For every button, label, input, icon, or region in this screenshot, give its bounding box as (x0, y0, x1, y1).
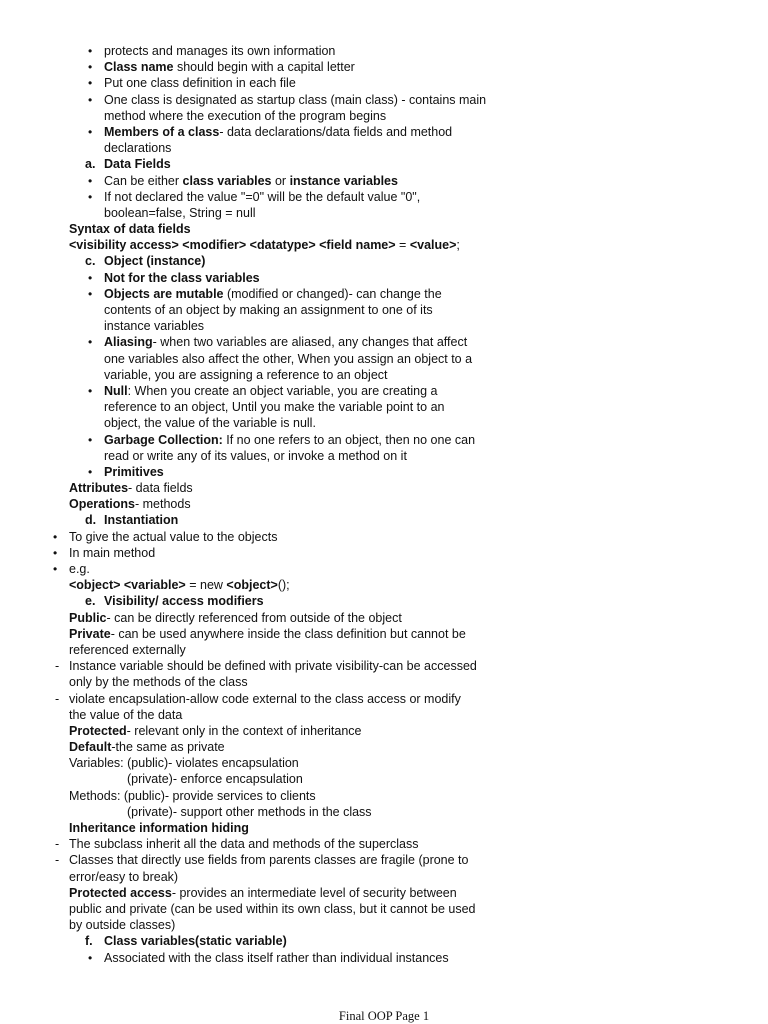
text-line (0, 577, 768, 593)
line-text (69, 480, 193, 496)
line-text (69, 674, 248, 690)
line-text (104, 270, 260, 286)
bullet-icon (88, 43, 92, 59)
line-text (69, 529, 277, 545)
bullet-icon (88, 334, 92, 350)
bold-text: Operations (69, 497, 135, 512)
lettered-heading (0, 156, 768, 172)
bold-text: class variables (182, 173, 272, 188)
plain-text: One class is designated as startup class (main class) - contains main (104, 92, 487, 107)
plain-text: violate encapsulation-allow code external to the class access or modify (69, 691, 461, 706)
bold-text: Inheritance information hiding (69, 821, 249, 835)
line-text (69, 691, 461, 707)
line-text (104, 286, 442, 302)
plain-text: -the same as private (111, 740, 225, 755)
line-text (104, 205, 256, 221)
dash-item (0, 658, 768, 674)
line-text (69, 707, 182, 723)
plain-text: - methods (135, 497, 191, 512)
line-text (69, 496, 191, 512)
line-text (104, 59, 355, 75)
bold-text: Object (instance) (104, 254, 206, 269)
line-text (104, 448, 407, 464)
bullet-item (0, 545, 768, 561)
plain-text: The subclass inherit all the data and methods of the superclass (69, 837, 419, 852)
line-text (104, 302, 433, 318)
text-line (0, 237, 768, 253)
line-text (104, 383, 438, 399)
line-text (104, 253, 205, 269)
bullet-icon (88, 59, 92, 75)
line-text (69, 739, 225, 755)
line-text (69, 237, 460, 253)
line-text (104, 334, 467, 350)
line-text (69, 658, 477, 674)
bullet-icon (88, 189, 92, 205)
line-text (104, 950, 449, 966)
bullet-icon (88, 286, 92, 302)
dash-item (0, 836, 768, 852)
plain-text: protects and manages its own information (104, 44, 336, 58)
bullet-item (0, 43, 768, 59)
line-text (69, 869, 178, 885)
plain-text: reference to an object, Until you make the variable point to an (104, 400, 445, 415)
plain-text: object, the value of the variable is null. (104, 416, 316, 431)
bold-text: Members of a class (104, 124, 220, 139)
line-text (104, 933, 287, 949)
line-text (104, 415, 316, 431)
text-line (0, 901, 768, 917)
continuation-line (0, 399, 768, 415)
bullet-icon (53, 561, 57, 577)
text-line (0, 739, 768, 755)
bold-text: Data Fields (104, 157, 171, 172)
page-footer: Final OOP Page 1 (338, 1009, 430, 1023)
line-text (69, 221, 191, 237)
plain-text: boolean=false, String = null (104, 205, 256, 220)
plain-text: or (271, 173, 290, 188)
line-text (69, 901, 476, 917)
bullet-icon (88, 432, 92, 448)
line-text (69, 820, 249, 836)
dash-icon: - (55, 691, 60, 706)
lettered-heading (0, 512, 768, 528)
text-line (0, 804, 768, 820)
line-text (69, 788, 316, 804)
line-text (104, 351, 472, 367)
bold-text: <visibility access> <modifier> <datatype> <field name> (69, 238, 396, 253)
line-text (69, 723, 362, 739)
text-line (0, 221, 768, 237)
plain-text: (modified or changed)- can change the (223, 286, 442, 301)
plain-text: Instance variable should be defined with private visibility-can be accessed (69, 659, 477, 674)
bullet-item (0, 173, 768, 189)
document-body (0, 43, 768, 966)
line-text (69, 561, 90, 577)
plain-text: Classes that directly use fields from parents classes are fragile (prone to (69, 853, 469, 868)
plain-text: (private)- support other methods in the class (127, 804, 372, 819)
bold-text: Attributes (69, 481, 129, 496)
lettered-heading (0, 933, 768, 949)
continuation-line (0, 140, 768, 156)
plain-text: - when two variables are aliased, any changes that affect (152, 335, 468, 350)
plain-text: Methods: (public)- provide services to clients (69, 788, 316, 803)
text-line (0, 788, 768, 804)
plain-text: - data declarations/data fields and method (219, 124, 453, 139)
continuation-line (0, 707, 768, 723)
line-text (104, 593, 264, 609)
bullet-icon (53, 545, 57, 561)
continuation-line (0, 415, 768, 431)
plain-text: instance variables (104, 319, 205, 334)
line-text (104, 124, 452, 140)
bold-text: Garbage Collection: (104, 432, 223, 447)
text-line (0, 626, 768, 642)
line-text (104, 512, 178, 528)
line-text (69, 642, 186, 658)
plain-text: should begin with a capital letter (173, 60, 355, 75)
plain-text: - provides an intermediate level of security between (171, 885, 457, 900)
continuation-line (0, 351, 768, 367)
bold-text: Class variables(static variable) (104, 934, 287, 949)
lettered-heading (0, 253, 768, 269)
bold-text: <value> (409, 238, 457, 253)
line-text (104, 156, 171, 172)
bullet-item (0, 92, 768, 108)
dash-icon: - (55, 837, 60, 852)
line-text (104, 464, 164, 480)
continuation-line (0, 302, 768, 318)
line-text (127, 804, 372, 820)
plain-text: (); (277, 578, 290, 593)
text-line (0, 885, 768, 901)
list-letter: c. (85, 254, 96, 269)
plain-text: by outside classes) (69, 918, 176, 933)
bullet-item (0, 383, 768, 399)
plain-text: = new (185, 578, 227, 593)
text-line (0, 496, 768, 512)
line-text (104, 43, 335, 59)
plain-text: Put one class definition in each file (104, 76, 296, 91)
bullet-icon (88, 464, 92, 480)
bold-text: <object> (226, 578, 278, 593)
plain-text: - relevant only in the context of inheritance (126, 723, 362, 738)
line-text (69, 885, 457, 901)
continuation-line (0, 674, 768, 690)
plain-text: = (395, 238, 410, 253)
continuation-line (0, 869, 768, 885)
bullet-item (0, 432, 768, 448)
bullet-item (0, 189, 768, 205)
bullet-item (0, 950, 768, 966)
line-text (69, 917, 175, 933)
text-line (0, 723, 768, 739)
bold-text: Public (69, 610, 107, 625)
line-text (69, 577, 290, 593)
plain-text: one variables also affect the other, When you assign an object to a (104, 351, 473, 366)
text-line (0, 642, 768, 658)
plain-text: variable, you are assigning a reference to an object (104, 367, 388, 382)
bullet-icon (88, 950, 92, 966)
line-text (104, 432, 475, 448)
line-text (104, 108, 386, 124)
list-letter: a. (85, 157, 96, 172)
text-line (0, 771, 768, 787)
bold-text: Class name (104, 60, 174, 75)
line-text (69, 755, 299, 771)
bullet-item (0, 334, 768, 350)
text-line (0, 820, 768, 836)
plain-text: In main method (69, 545, 156, 560)
bullet-item (0, 464, 768, 480)
plain-text: Variables: (public)- violates encapsulation (69, 756, 299, 771)
plain-text: - data fields (128, 481, 193, 496)
line-text (104, 367, 388, 383)
continuation-line (0, 318, 768, 334)
plain-text: only by the methods of the class (69, 675, 248, 690)
plain-text: If not declared the value "=0" will be the default value "0", (104, 189, 421, 204)
bullet-item (0, 124, 768, 140)
line-text (69, 626, 466, 642)
bullet-icon (88, 75, 92, 91)
bold-text: Default (69, 740, 112, 755)
bullet-icon (88, 173, 92, 189)
text-line (0, 917, 768, 933)
bullet-icon (53, 529, 57, 545)
continuation-line (0, 108, 768, 124)
bold-text: Protected (69, 723, 127, 738)
plain-text: Can be either (104, 173, 183, 188)
line-text (69, 852, 468, 868)
plain-text: To give the actual value to the objects (69, 529, 278, 544)
bold-text: Protected access (69, 885, 172, 900)
line-text (104, 92, 486, 108)
bold-text: Aliasing (104, 335, 153, 350)
dash-item (0, 852, 768, 868)
dash-item (0, 691, 768, 707)
bold-text: Null (104, 383, 128, 398)
plain-text: If no one refers to an object, then no one can (222, 432, 476, 447)
line-text (104, 399, 444, 415)
plain-text: error/easy to break) (69, 869, 179, 884)
plain-text: public and private (can be used within its own class, but it cannot be used (69, 901, 476, 916)
bold-text: Syntax of data fields (69, 222, 191, 237)
line-text (104, 318, 204, 334)
bold-text: Private (69, 626, 111, 641)
line-text (104, 140, 171, 156)
list-letter: d. (85, 513, 97, 528)
plain-text: (private)- enforce encapsulation (127, 772, 303, 787)
line-text (127, 771, 303, 787)
plain-text: - can be used anywhere inside the class definition but cannot be (110, 626, 466, 641)
bullet-icon (88, 92, 92, 108)
plain-text: - can be directly referenced from outside of the object (106, 610, 402, 625)
bullet-icon (88, 124, 92, 140)
plain-text: referenced externally (69, 642, 186, 657)
line-text (104, 75, 296, 91)
bold-text: Instantiation (104, 513, 179, 528)
continuation-line (0, 205, 768, 221)
bullet-item (0, 286, 768, 302)
bullet-item (0, 270, 768, 286)
line-text (104, 173, 398, 189)
dash-icon: - (55, 659, 60, 674)
bold-text: Primitives (104, 464, 164, 479)
list-letter: e. (85, 594, 96, 609)
bold-text: Not for the class variables (104, 270, 260, 285)
line-text (69, 836, 419, 852)
plain-text: Associated with the class itself rather than individual instances (104, 950, 449, 965)
text-line (0, 755, 768, 771)
text-line (0, 480, 768, 496)
bullet-item (0, 561, 768, 577)
bullet-icon (88, 383, 92, 399)
bold-text: <object> <variable> (69, 578, 186, 593)
bullet-item (0, 75, 768, 91)
plain-text: e.g. (69, 562, 90, 576)
line-text (69, 545, 155, 561)
dash-icon: - (55, 853, 60, 868)
line-text (69, 610, 402, 626)
bullet-item (0, 59, 768, 75)
bullet-icon (88, 270, 92, 286)
plain-text: read or write any of its values, or invoke a method on it (104, 448, 407, 463)
continuation-line (0, 367, 768, 383)
plain-text: the value of the data (69, 707, 183, 722)
line-text (104, 189, 420, 205)
text-line (0, 610, 768, 626)
plain-text: declarations (104, 141, 172, 156)
bullet-item (0, 529, 768, 545)
lettered-heading (0, 593, 768, 609)
plain-text: : When you create an object variable, you are creating a (127, 383, 438, 398)
bold-text: Visibility/ access modifiers (104, 594, 264, 609)
plain-text: method where the execution of the program begins (104, 108, 387, 123)
continuation-line (0, 448, 768, 464)
bold-text: Objects are mutable (104, 286, 224, 301)
plain-text: contents of an object by making an assignment to one of its (104, 303, 433, 317)
list-letter: f. (85, 934, 93, 949)
bold-text: instance variables (289, 173, 398, 188)
plain-text: ; (456, 238, 460, 253)
